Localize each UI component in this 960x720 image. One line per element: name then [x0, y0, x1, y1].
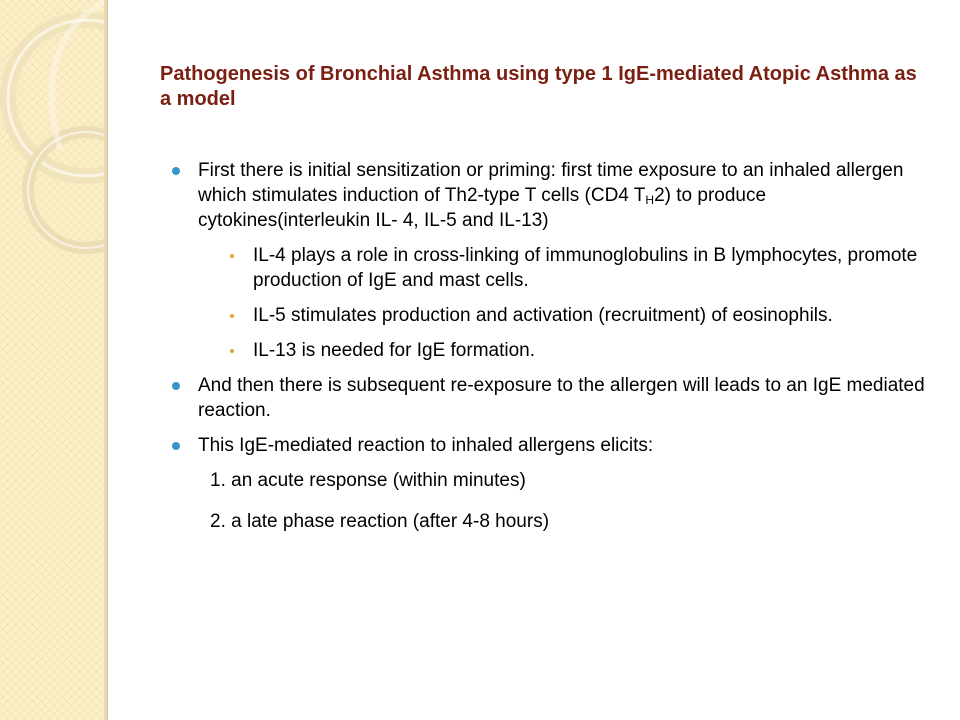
subscript: H [645, 193, 655, 207]
bullet-dot-icon [172, 382, 180, 390]
sub-bullet-dot-icon [230, 254, 234, 258]
decorative-side-band [0, 0, 108, 720]
side-band-edge-line [107, 0, 108, 720]
bullet-dot-icon [172, 442, 180, 450]
slide-content [160, 158, 940, 550]
bullet-text-part: First there is initial sensitization or priming: first time exposure to an inhaled allergen which stimulates induction of Th2-type T cells (CD4 T [198, 160, 904, 206]
sub-bullet-text: IL-5 stimulates production and activation (recruitment) of eosinophils. [253, 305, 833, 326]
bullet-dot-icon [172, 167, 180, 175]
slide-title: Pathogenesis of Bronchial Asthma using type 1 IgE-mediated Atopic Asthma as a model [160, 63, 917, 110]
sub-bullet-text: IL-13 is needed for IgE formation. [253, 340, 535, 361]
bullet-text-part: 2) to produce cytokines(interleukin IL- 4, IL-5 and IL-13) [198, 185, 767, 231]
sub-bullet-dot-icon [230, 314, 234, 318]
bullet-item [160, 158, 940, 233]
bullet-text: And then there is subsequent re-exposure to the allergen will leads to an IgE mediated reaction. [198, 375, 925, 421]
bullet-item [160, 373, 940, 423]
sub-bullet-item [160, 243, 940, 293]
swirl-decoration-icon [0, 0, 108, 720]
sub-bullet-text: IL-4 plays a role in cross-linking of immunoglobulins in B lymphocytes, promote production of IgE and mast cells. [253, 245, 918, 291]
sub-bullet-item [160, 338, 940, 363]
numbered-item: 2. a late phase reaction (after 4-8 hours) [210, 511, 550, 532]
numbered-item: 1. an acute response (within minutes) [210, 470, 526, 491]
bullet-text: This IgE-mediated reaction to inhaled allergens elicits: [198, 435, 654, 456]
sub-bullet-item [160, 303, 940, 328]
sub-bullet-dot-icon [230, 349, 234, 353]
bullet-item [160, 433, 940, 458]
